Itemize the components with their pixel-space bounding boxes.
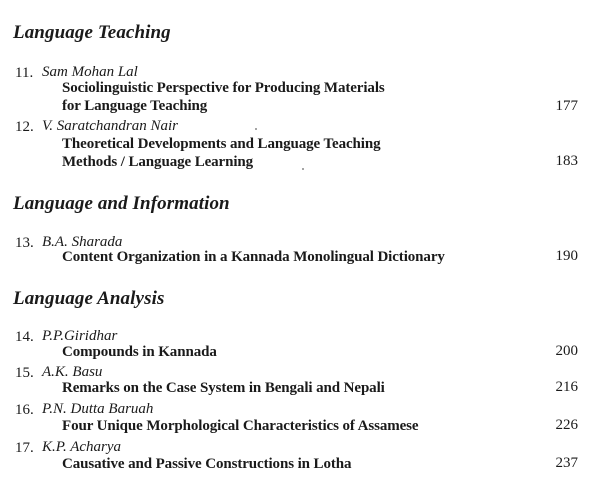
scan-speck: [255, 128, 257, 130]
entry-title-line[interactable]: Four Unique Morphological Characteristics of Assamese: [62, 418, 419, 434]
entry-page-number: 226: [555, 417, 578, 433]
entry-title-line[interactable]: Theoretical Developments and Language Teaching: [62, 136, 381, 152]
entry-title-line[interactable]: Causative and Passive Constructions in Lotha: [62, 456, 352, 472]
entry-author: A.K. Basu: [42, 364, 103, 380]
entry-page-number: 200: [555, 343, 578, 359]
entry-author: Sam Mohan Lal: [42, 64, 138, 80]
entry-author: B.A. Sharada: [42, 234, 123, 250]
section-heading-language-teaching: Language Teaching: [13, 22, 171, 43]
entry-author: K.P. Acharya: [42, 439, 122, 455]
entry-title-line[interactable]: Content Organization in a Kannada Monolingual Dictionary: [62, 249, 445, 265]
entry-number: 14.: [15, 329, 34, 345]
entry-page-number: 216: [555, 379, 578, 395]
entry-number: 17.: [15, 440, 34, 456]
entry-page-number: 237: [555, 455, 578, 471]
entry-title-line[interactable]: for Language Teaching: [62, 98, 208, 114]
entry-page-number: 177: [555, 98, 578, 114]
entry-title-line[interactable]: Compounds in Kannada: [62, 344, 217, 360]
entry-author: P.N. Dutta Baruah: [42, 401, 154, 417]
entry-author: P.P.Giridhar: [42, 328, 118, 344]
entry-page-number: 190: [555, 248, 578, 264]
entry-title-line[interactable]: Sociolinguistic Perspective for Producing Materials: [62, 80, 385, 96]
section-heading-language-and-information: Language and Information: [13, 193, 230, 214]
entry-number: 12.: [15, 119, 34, 135]
entry-number: 11.: [15, 65, 34, 81]
scan-speck: [302, 168, 304, 170]
entry-number: 15.: [15, 365, 34, 381]
section-heading-language-analysis: Language Analysis: [13, 288, 165, 309]
entry-number: 13.: [15, 235, 34, 251]
entry-author: V. Saratchandran Nair: [42, 118, 178, 134]
entry-number: 16.: [15, 402, 34, 418]
entry-page-number: 183: [555, 153, 578, 169]
entry-title-line[interactable]: Remarks on the Case System in Bengali and Nepali: [62, 380, 385, 396]
entry-title-line[interactable]: Methods / Language Learning: [62, 154, 254, 170]
